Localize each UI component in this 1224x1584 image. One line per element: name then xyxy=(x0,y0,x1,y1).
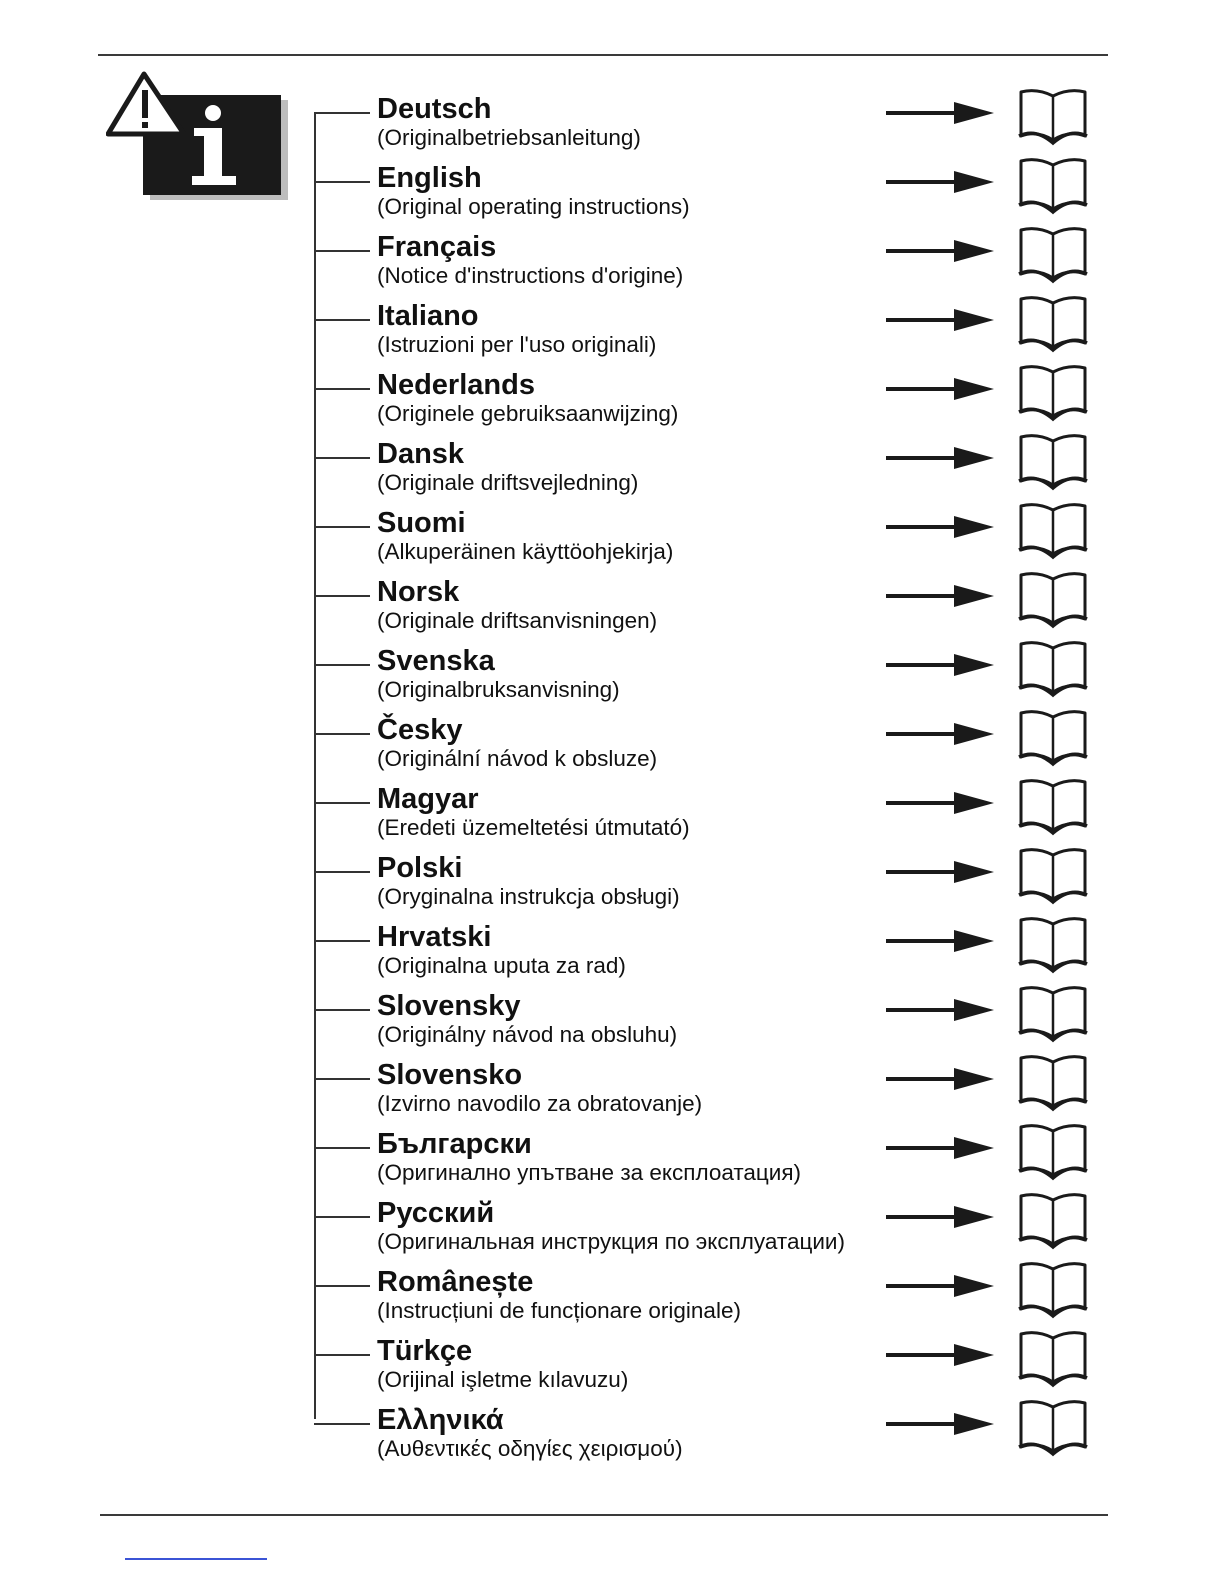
tree-branch-line xyxy=(314,733,370,735)
tree-branch-line xyxy=(314,526,370,528)
arrow-right-icon xyxy=(886,996,998,1024)
arrow-right-icon xyxy=(886,1065,998,1093)
open-book-icon xyxy=(1015,1190,1091,1250)
arrow-right-icon xyxy=(886,1341,998,1369)
open-book-icon xyxy=(1015,1121,1091,1181)
open-book-icon xyxy=(1015,776,1091,836)
arrow-right-icon xyxy=(886,858,998,886)
language-description: (Оригинално упътване за експлоатация) xyxy=(377,1160,802,1185)
tree-branch-line xyxy=(314,1216,370,1218)
language-name: Hrvatski xyxy=(377,921,492,953)
arrow-right-icon xyxy=(886,1272,998,1300)
open-book-icon xyxy=(1015,362,1091,422)
language-description: (Original operating instructions) xyxy=(377,194,690,219)
language-name: Magyar xyxy=(377,783,479,815)
arrow-right-icon xyxy=(886,789,998,817)
bottom-rule xyxy=(100,1514,1108,1516)
top-rule xyxy=(98,54,1108,56)
tree-branch-line xyxy=(314,319,370,321)
language-name: Български xyxy=(377,1128,532,1160)
open-book-icon xyxy=(1015,569,1091,629)
tree-branch-line xyxy=(314,1423,370,1425)
language-description: (Originalbetriebsanleitung) xyxy=(377,125,641,150)
language-description: (Instrucțiuni de funcționare originale) xyxy=(377,1298,741,1323)
language-description: (Orijinal işletme kılavuzu) xyxy=(377,1367,629,1392)
language-name: Français xyxy=(377,231,497,263)
arrow-right-icon xyxy=(886,99,998,127)
language-description: (Αυθεντικές οδηγίες χειρισμού) xyxy=(377,1436,683,1461)
language-name: Nederlands xyxy=(377,369,535,401)
tree-branch-line xyxy=(314,1009,370,1011)
arrow-right-icon xyxy=(886,375,998,403)
tree-branch-line xyxy=(314,802,370,804)
language-description: (Istruzioni per l'uso originali) xyxy=(377,332,657,357)
open-book-icon xyxy=(1015,707,1091,767)
tree-branch-line xyxy=(314,1285,370,1287)
tree-branch-line xyxy=(314,940,370,942)
arrow-right-icon xyxy=(886,927,998,955)
tree-branch-line xyxy=(314,871,370,873)
language-description: (Originální návod k obsluze) xyxy=(377,746,658,771)
arrow-right-icon xyxy=(886,1410,998,1438)
tree-branch-line xyxy=(314,1147,370,1149)
language-name: Dansk xyxy=(377,438,465,470)
arrow-right-icon xyxy=(886,306,998,334)
open-book-icon xyxy=(1015,1259,1091,1319)
arrow-right-icon xyxy=(886,651,998,679)
open-book-icon xyxy=(1015,500,1091,560)
arrow-right-icon xyxy=(886,1203,998,1231)
language-name: English xyxy=(377,162,482,194)
open-book-icon xyxy=(1015,1328,1091,1388)
tree-branch-line xyxy=(314,595,370,597)
language-description: (Notice d'instructions d'origine) xyxy=(377,263,684,288)
language-description: (Originálny návod na obsluhu) xyxy=(377,1022,678,1047)
language-description: (Eredeti üzemeltetési útmutató) xyxy=(377,815,690,840)
language-name: Türkçe xyxy=(377,1335,473,1367)
arrow-right-icon xyxy=(886,720,998,748)
tree-branch-line xyxy=(314,664,370,666)
language-description: (Izvirno navodilo za obratovanje) xyxy=(377,1091,703,1116)
arrow-right-icon xyxy=(886,582,998,610)
language-description: (Originalbruksanvisning) xyxy=(377,677,620,702)
language-name: Norsk xyxy=(377,576,460,608)
language-name: Românește xyxy=(377,1266,534,1298)
open-book-icon xyxy=(1015,983,1091,1043)
tree-branch-line xyxy=(314,388,370,390)
footer-link-underline xyxy=(125,1558,267,1560)
open-book-icon xyxy=(1015,155,1091,215)
open-book-icon xyxy=(1015,638,1091,698)
arrow-right-icon xyxy=(886,168,998,196)
language-entry xyxy=(0,1404,1224,1493)
arrow-right-icon xyxy=(886,237,998,265)
language-description: (Oryginalna instrukcja obsługi) xyxy=(377,884,680,909)
language-description: (Alkuperäinen käyttöohjekirja) xyxy=(377,539,674,564)
language-name: Русский xyxy=(377,1197,495,1229)
tree-branch-line xyxy=(314,250,370,252)
arrow-right-icon xyxy=(886,513,998,541)
open-book-icon xyxy=(1015,293,1091,353)
arrow-right-icon xyxy=(886,444,998,472)
open-book-icon xyxy=(1015,224,1091,284)
language-name: Ελληνικά xyxy=(377,1404,504,1436)
language-name: Deutsch xyxy=(377,93,492,125)
open-book-icon xyxy=(1015,86,1091,146)
open-book-icon xyxy=(1015,845,1091,905)
open-book-icon xyxy=(1015,1397,1091,1457)
language-name: Suomi xyxy=(377,507,466,539)
language-description: (Originele gebruiksaanwijzing) xyxy=(377,401,679,426)
tree-branch-line xyxy=(314,1354,370,1356)
language-description: (Originalna uputa za rad) xyxy=(377,953,626,978)
language-description: (Originale driftsvejledning) xyxy=(377,470,639,495)
tree-branch-line xyxy=(314,457,370,459)
language-name: Slovensko xyxy=(377,1059,523,1091)
open-book-icon xyxy=(1015,914,1091,974)
language-name: Polski xyxy=(377,852,463,884)
language-name: Italiano xyxy=(377,300,479,332)
tree-branch-line xyxy=(314,1078,370,1080)
arrow-right-icon xyxy=(886,1134,998,1162)
language-name: Slovensky xyxy=(377,990,521,1022)
open-book-icon xyxy=(1015,1052,1091,1112)
language-description: (Originale driftsanvisningen) xyxy=(377,608,658,633)
language-name: Česky xyxy=(377,714,463,746)
language-name: Svenska xyxy=(377,645,495,677)
tree-branch-line xyxy=(314,181,370,183)
language-description: (Оригинальная инструкция по эксплуатации) xyxy=(377,1229,845,1254)
open-book-icon xyxy=(1015,431,1091,491)
tree-branch-line xyxy=(314,112,370,114)
